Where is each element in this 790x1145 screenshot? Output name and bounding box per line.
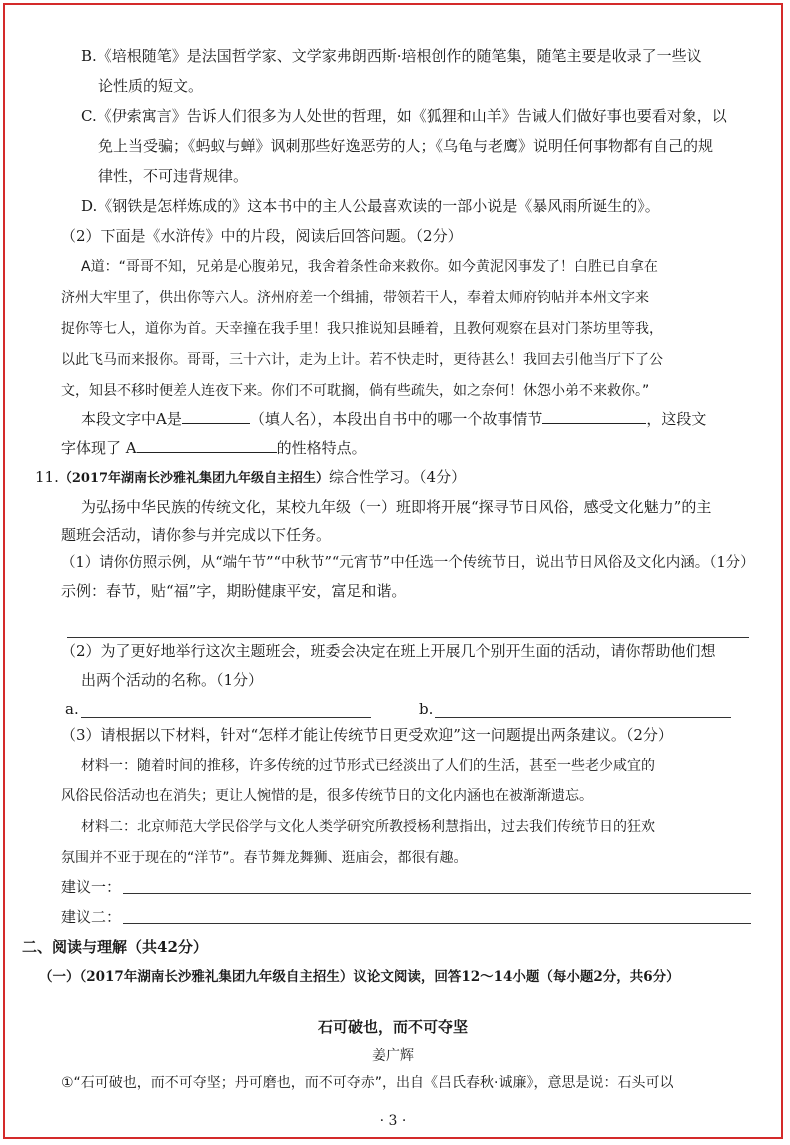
answer-text-d: 字体现了 A <box>61 439 137 457</box>
blank-character[interactable] <box>137 437 277 453</box>
answer-line-2 <box>61 437 367 458</box>
answer-text-b: （填人名），本段出自书中的哪一个故事情节 <box>249 410 543 428</box>
answer-line-part1[interactable] <box>67 637 749 638</box>
option-d-line-1: D.《钢铁是怎样炼成的》这本书中的主人公最喜欢读的一部小说是《暴风雨所诞生的》。 <box>81 197 660 215</box>
option-b-line-2: 论性质的短文。 <box>98 77 204 95</box>
q10-part2-prompt: （2）下面是《水浒传》中的片段，阅读后回答问题。（2分） <box>61 227 463 245</box>
answer-text-e: 的性格特点。 <box>276 439 367 457</box>
q11-title-rest: 综合性学习。（4分） <box>329 468 467 486</box>
material-2-line-2: 氛围并不亚于现在的“洋节”。春节舞龙舞狮、逛庙会，都很有趣。 <box>61 850 468 866</box>
q11-title <box>35 467 466 489</box>
section-2-subheading: （一）（2017年湖南长沙雅礼集团九年级自主招生）议论文阅读，回答12～14小题（每小题2分，共6分） <box>39 969 680 985</box>
option-c-line-1: C.《伊索寓言》告诉人们很多为人处世的哲理，如《狐狸和山羊》告诫人们做好事也要看对象，以 <box>81 107 727 125</box>
suggestion-2-label: 建议二： <box>61 908 122 926</box>
q11-number: 11. <box>35 468 59 486</box>
article-author: 姜广辉 <box>372 1048 414 1064</box>
article-title: 石可破也，而不可夺坚 <box>317 1018 468 1036</box>
label-a: a. <box>65 700 79 718</box>
option-b-line-1: B.《培根随笔》是法国哲学家、文学家弗朗西斯·培根创作的随笔集，随笔主要是收录了一些议 <box>81 47 702 65</box>
activity-a-line[interactable] <box>81 717 371 718</box>
activity-b-line[interactable] <box>435 717 731 718</box>
q11-part1: （1）请你仿照示例，从“端午节”“中秋节”“元宵节”中任选一个传统节日，说出节日风俗及文化内涵。（1分） <box>61 555 755 571</box>
q11-example: 示例：春节，贴“福”字，期盼健康平安，富足和谐。 <box>61 582 407 600</box>
passage-line: 捉你等七人，道你为首。天幸撞在我手里！我只推说知县睡着，且教何观察在县对门茶坊里等我， <box>61 321 663 337</box>
material-1-line-2: 风俗民俗活动也在消失；更让人惋惜的是，很多传统节日的文化内涵也在被渐渐遗忘。 <box>61 788 593 804</box>
blank-name[interactable] <box>182 408 250 424</box>
material-2-line-1: 材料二：北京师范大学民俗学与文化人类学研究所教授杨利慧指出，过去我们传统节日的狂欢 <box>81 819 655 835</box>
q11-intro-line-2: 题班会活动，请你参与并完成以下任务。 <box>61 526 332 544</box>
answer-text-a: 本段文字中A是 <box>81 410 182 428</box>
section-2-heading: 二、阅读与理解（共42分） <box>22 938 208 956</box>
q11-part2-line-1: （2）为了更好地举行这次主题班会，班委会决定在班上开展几个别开生面的活动，请你帮助他们想 <box>61 642 716 660</box>
option-c-line-2: 免上当受骗；《蚂蚁与蝉》讽刺那些好逸恶劳的人；《乌龟与老鹰》说明任何事物都有自己的规 <box>98 137 714 155</box>
suggestion-1-line[interactable] <box>123 893 751 894</box>
q11-part2-line-2: 出两个活动的名称。（1分） <box>81 671 264 689</box>
passage-line: 济州大牢里了，供出你等六人。济州府差一个缉捕，带领若干人，奉着太师府钧帖并本州文字来 <box>61 290 649 306</box>
blank-episode[interactable] <box>542 408 646 424</box>
suggestion-2-line[interactable] <box>123 923 751 924</box>
material-1-line-1: 材料一：随着时间的推移，许多传统的过节形式已经淡出了人们的生活，甚至一些老少咸宜的 <box>81 758 655 774</box>
q11-part3: （3）请根据以下材料，针对“怎样才能让传统节日更受欢迎”这一问题提出两条建议。（2分） <box>61 726 673 744</box>
q11-source: （2017年湖南长沙雅礼集团九年级自主招生） <box>58 471 330 486</box>
label-b: b. <box>419 700 434 718</box>
suggestion-1-label: 建议一： <box>61 878 122 896</box>
page-number: · 3 · <box>379 1113 407 1129</box>
article-paragraph-1: ①“石可破也，而不可夺坚；丹可磨也，而不可夺赤”，出自《吕氏春秋·诚廉》，意思是说：石头可以 <box>61 1075 674 1091</box>
answer-line-1 <box>81 408 706 429</box>
passage-line: 以此飞马而来报你。哥哥，三十六计，走为上计。若不快走时，更待甚么！我回去引他当厅下了公 <box>61 352 663 368</box>
passage-line: A道：“哥哥不知，兄弟是心腹弟兄，我舍着条性命来救你。如今黄泥冈事发了！白胜已自拿在 <box>81 259 658 275</box>
passage-line: 文，知县不移时便差人连夜下来。你们不可耽搁，倘有些疏失，如之奈何！休怨小弟不来救你。” <box>61 383 650 399</box>
answer-text-c: ，这段文 <box>646 410 707 428</box>
option-c-line-3: 律性，不可违背规律。 <box>98 167 249 185</box>
document-page <box>3 3 783 1139</box>
q11-intro-line-1: 为弘扬中华民族的传统文化，某校九年级（一）班即将开展“探寻节日风俗，感受文化魅力”的主 <box>81 498 712 516</box>
